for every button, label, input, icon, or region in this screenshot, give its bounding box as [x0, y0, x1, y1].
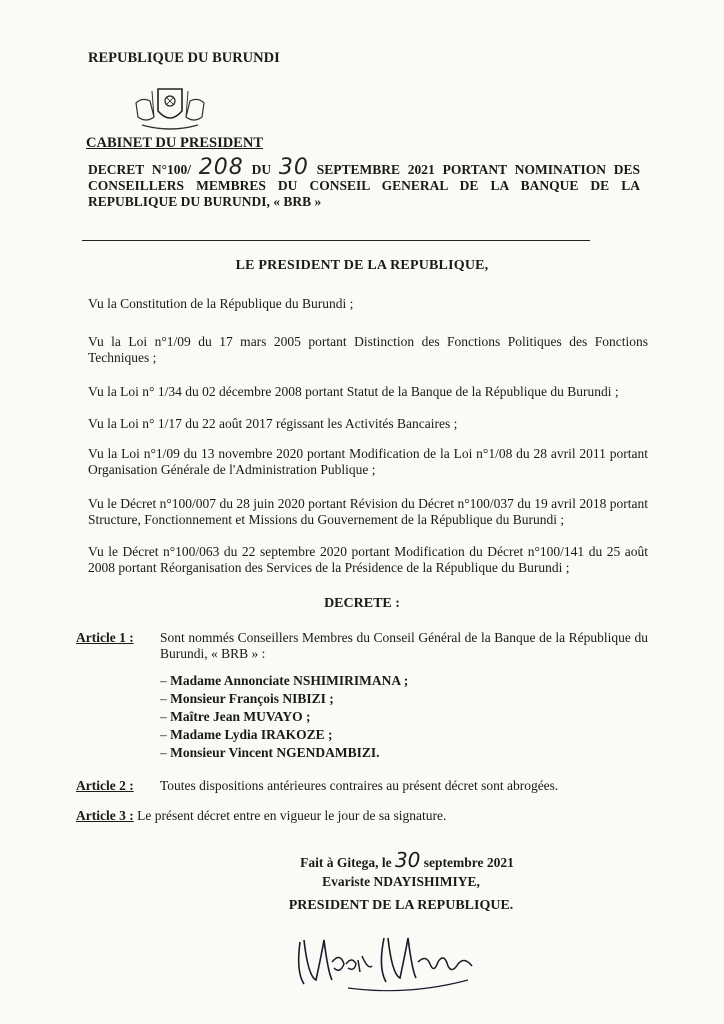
signatory-title: PRESIDENT DE LA REPUBLIQUE. — [288, 898, 514, 913]
list-item: – Maître Jean MUVAYO ; — [160, 708, 408, 726]
title-divider — [82, 240, 590, 241]
vu-paragraph: Vu la Constitution de la République du Burundi ; — [88, 296, 354, 311]
vu-paragraph: Vu le Décret n°100/007 du 28 juin 2020 portant Révision du Décret n°100/037 du 19 avril 2018 portant Structure, Fonctionnement et Missions du Gouvernement de la République du Burundi ; — [88, 496, 648, 527]
article-2-label: Article 2 : — [76, 778, 134, 793]
article-3-text: Le présent décret entre en vigueur le jour de sa signature. — [137, 808, 447, 823]
article-1-text: Sont nommés Conseillers Membres du Conseil Général de la Banque de la République du Burundi, « BRB » : — [160, 630, 648, 661]
signatory-name: Evariste NDAYISHIMIYE, — [322, 874, 480, 889]
signing-place-date — [0, 848, 724, 872]
article-1-label: Article 1 : — [76, 630, 134, 645]
vu-paragraph: Vu la Loi n°1/09 du 17 mars 2005 portant Distinction des Fonctions Politiques des Fonctions Techniques ; — [88, 334, 648, 365]
members-list — [160, 672, 408, 762]
article-3-label: Article 3 : — [76, 808, 134, 823]
handwritten-signature-icon — [288, 922, 488, 1000]
decree-prefix: DECRET N°100/ — [88, 162, 191, 177]
signing-day-handwritten: 30 — [394, 848, 421, 872]
header-cabinet: CABINET DU PRESIDENT — [86, 135, 263, 151]
decrete-heading: DECRETE : — [324, 596, 400, 611]
burundi-coat-of-arms-icon — [132, 83, 208, 131]
president-heading: LE PRESIDENT DE LA REPUBLIQUE, — [235, 258, 489, 273]
decree-title-rest: SEPTEMBRE 2021 PORTANT NOMINATION DES CONSEILLERS MEMBRES DU CONSEIL GENERAL DE LA BANQUE DE LA REPUBLIQUE DU BURUNDI, « BRB » — [88, 162, 641, 209]
vu-paragraph: Vu la Loi n°1/09 du 13 novembre 2020 portant Modification de la Loi n°1/08 du 28 avril 2011 portant Organisation Générale de l'Administration Publique ; — [88, 446, 648, 477]
vu-paragraph: Vu la Loi n° 1/34 du 02 décembre 2008 portant Statut de la Banque de la République du Burundi ; — [88, 384, 619, 399]
decree-title — [88, 155, 641, 210]
decree-day-handwritten: 30 — [278, 155, 309, 180]
decree-number-handwritten: 208 — [198, 155, 244, 180]
vu-paragraph: Vu le Décret n°100/063 du 22 septembre 2020 portant Modification du Décret n°100/141 du 25 août 2008 portant Réorganisation des Services de la Présidence de la République du Burundi ; — [88, 544, 648, 575]
list-item: – Madame Annonciate NSHIMIRIMANA ; — [160, 672, 408, 690]
place-suffix: septembre 2021 — [423, 855, 514, 870]
article-3 — [76, 808, 446, 824]
article-2-text: Toutes dispositions antérieures contraires au présent décret sont abrogées. — [160, 778, 559, 793]
place-prefix: Fait à Gitega, le — [300, 855, 392, 870]
header-republic: REPUBLIQUE DU BURUNDI — [88, 50, 280, 66]
list-item: – Madame Lydia IRAKOZE ; — [160, 726, 408, 744]
vu-paragraph: Vu la Loi n° 1/17 du 22 août 2017 régissant les Activités Bancaires ; — [88, 416, 458, 431]
decree-du: DU — [251, 162, 272, 177]
list-item: – Monsieur François NIBIZI ; — [160, 690, 408, 708]
list-item: – Monsieur Vincent NGENDAMBIZI. — [160, 744, 408, 762]
